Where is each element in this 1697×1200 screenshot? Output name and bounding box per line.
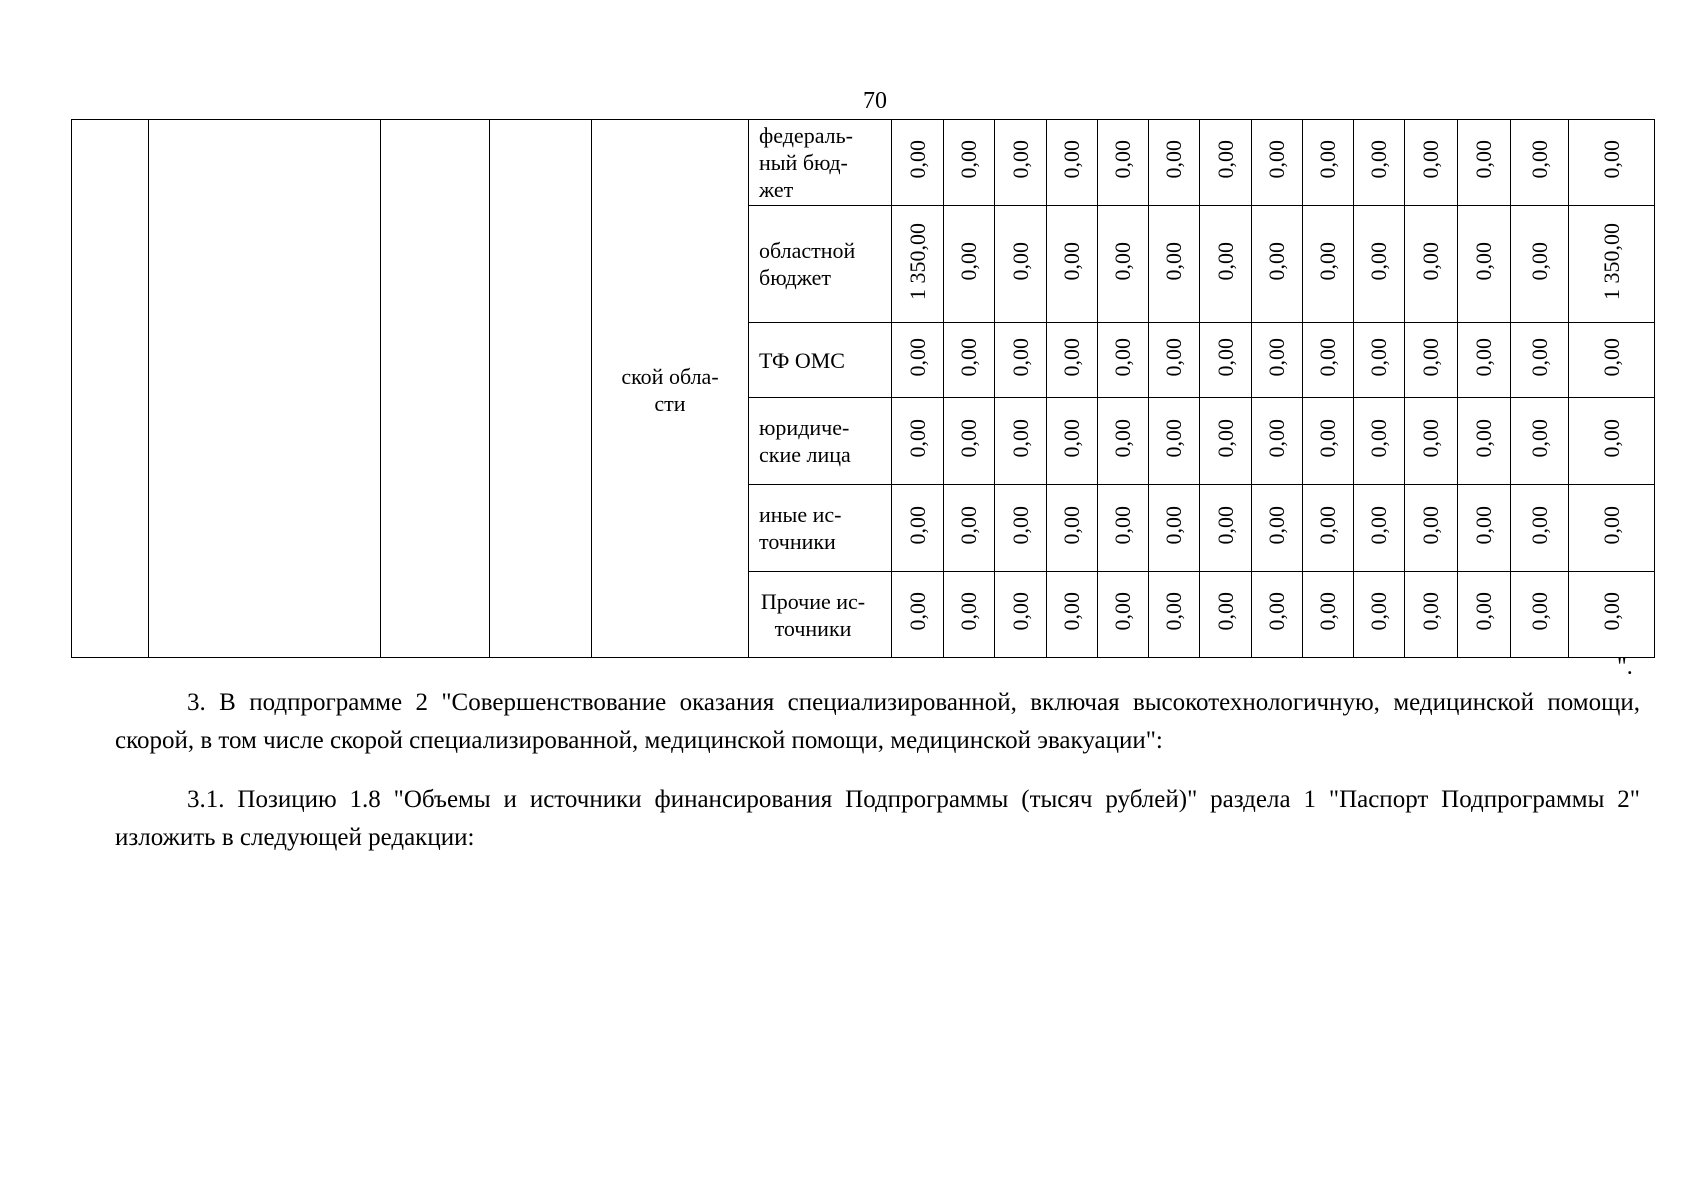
value-cell (1200, 323, 1252, 398)
value-text: 0,00 (1110, 337, 1135, 377)
value-text: 0,00 (1418, 337, 1443, 377)
value-cell (1458, 398, 1511, 485)
value-cell (1511, 398, 1569, 485)
value-text: 0,00 (904, 337, 930, 377)
value-text: 0,00 (1366, 337, 1391, 377)
value-cell (1458, 120, 1511, 206)
value-text: 0,00 (956, 592, 981, 631)
value-text: 0,00 (904, 505, 930, 545)
value-text: 1 350,00 (1598, 222, 1624, 300)
value-cell (892, 398, 944, 485)
value-text: 0,00 (1366, 140, 1391, 179)
value-cell (1511, 323, 1569, 398)
value-text: 0,00 (904, 140, 930, 179)
value-cell (1405, 206, 1458, 323)
value-cell (1569, 323, 1655, 398)
value-cell (1303, 398, 1354, 485)
value-text: 0,00 (1007, 505, 1033, 545)
value-cell (1047, 398, 1098, 485)
value-text: 0,00 (1418, 592, 1443, 631)
value-text: 0,00 (1059, 241, 1084, 281)
value-text: 0,00 (1526, 241, 1552, 281)
value-cell (1252, 120, 1303, 206)
value-text: 0,00 (1212, 140, 1238, 179)
value-cell (1047, 120, 1098, 206)
financing-table (71, 119, 1655, 658)
value-cell (1098, 120, 1149, 206)
value-cell (1149, 323, 1200, 398)
value-text: 0,00 (1264, 241, 1289, 281)
value-cell (892, 485, 944, 572)
value-text: 0,00 (1110, 140, 1135, 179)
value-text: 0,00 (1007, 418, 1033, 458)
paragraph-subprogram-2: 3. В подпрограмме 2 "Совершенствование оказания специализированной, включая высокотехнологичную, медицинской помощи, скорой, в том числе скорой специализированной, медицинской помощи, медицинской эвакуации": (115, 689, 1640, 754)
value-cell (1511, 206, 1569, 323)
empty-cell-col-2 (149, 120, 381, 658)
value-text: 0,00 (1007, 241, 1033, 281)
value-text: 0,00 (1366, 505, 1391, 545)
value-text: 0,00 (956, 337, 981, 377)
value-cell (1200, 120, 1252, 206)
value-text: 0,00 (1418, 505, 1443, 545)
value-cell (1354, 572, 1405, 658)
value-text: 1 350,00 (904, 222, 930, 300)
value-text: 0,00 (1161, 337, 1186, 377)
value-text: 0,00 (1471, 140, 1496, 179)
value-text: 0,00 (1471, 241, 1496, 281)
value-cell (1458, 485, 1511, 572)
value-text: 0,00 (1212, 592, 1238, 631)
value-cell (1200, 206, 1252, 323)
value-text: 0,00 (1059, 337, 1084, 377)
value-text: 0,00 (1471, 337, 1496, 377)
value-cell (1098, 206, 1149, 323)
value-text: 0,00 (1110, 241, 1135, 281)
value-text: 0,00 (1598, 505, 1624, 545)
value-text: 0,00 (1598, 418, 1624, 458)
value-cell (1511, 572, 1569, 658)
value-cell (1511, 485, 1569, 572)
value-text: 0,00 (1418, 418, 1443, 458)
value-cell (944, 398, 995, 485)
value-cell (1303, 485, 1354, 572)
value-text: 0,00 (1264, 505, 1289, 545)
value-text: 0,00 (1212, 337, 1238, 377)
value-cell (1569, 572, 1655, 658)
value-text: 0,00 (1264, 592, 1289, 631)
value-cell (1303, 323, 1354, 398)
value-cell (1047, 323, 1098, 398)
value-cell (995, 206, 1047, 323)
value-text: 0,00 (1059, 418, 1084, 458)
value-text: 0,00 (1212, 418, 1238, 458)
closing-quote: ". (1617, 654, 1633, 680)
value-text: 0,00 (1161, 241, 1186, 281)
empty-cell-col-1 (72, 120, 149, 658)
funding-source-cell: юридиче-ские лица (749, 398, 892, 485)
value-cell (1200, 485, 1252, 572)
value-text: 0,00 (1598, 592, 1624, 631)
value-cell (1569, 206, 1655, 323)
value-cell (1569, 398, 1655, 485)
value-text: 0,00 (1264, 337, 1289, 377)
value-text: 0,00 (1366, 592, 1391, 631)
funding-source-cell: областной бюджет (749, 206, 892, 323)
value-cell (944, 485, 995, 572)
value-cell (1569, 120, 1655, 206)
value-cell (1252, 572, 1303, 658)
value-text: 0,00 (1366, 241, 1391, 281)
value-cell (995, 120, 1047, 206)
value-cell (1149, 398, 1200, 485)
value-cell (1354, 323, 1405, 398)
value-cell (944, 572, 995, 658)
value-text: 0,00 (1264, 140, 1289, 179)
value-cell (1405, 398, 1458, 485)
value-text: 0,00 (1471, 505, 1496, 545)
value-cell (892, 206, 944, 323)
value-cell (1047, 485, 1098, 572)
value-text: 0,00 (904, 592, 930, 631)
value-cell (1098, 485, 1149, 572)
paragraph-position-1-8: 3.1. Позицию 1.8 "Объемы и источники финансирования Подпрограммы (тысяч рублей)" раздела 1 "Паспорт Подпрограммы 2" изложить в следующей редакции: (115, 786, 1640, 851)
value-text: 0,00 (1110, 592, 1135, 631)
value-text: 0,00 (1526, 337, 1552, 377)
value-cell (1149, 206, 1200, 323)
value-cell (1405, 485, 1458, 572)
value-cell (892, 323, 944, 398)
value-cell (1098, 572, 1149, 658)
value-cell (1354, 485, 1405, 572)
value-cell (1511, 120, 1569, 206)
value-cell (1405, 120, 1458, 206)
value-cell (1458, 206, 1511, 323)
value-text: 0,00 (1526, 140, 1552, 179)
funding-source-cell: иные ис-точники (749, 485, 892, 572)
value-text: 0,00 (1212, 505, 1238, 545)
funding-source-cell: Прочие ис-точники (749, 572, 892, 658)
value-text: 0,00 (1212, 241, 1238, 281)
value-cell (944, 120, 995, 206)
value-text: 0,00 (956, 418, 981, 458)
value-text: 0,00 (956, 241, 981, 281)
value-cell (1303, 206, 1354, 323)
value-cell (1405, 323, 1458, 398)
value-text: 0,00 (1161, 592, 1186, 631)
value-cell (1569, 485, 1655, 572)
value-text: 0,00 (1161, 418, 1186, 458)
value-text: 0,00 (1418, 241, 1443, 281)
value-cell (1047, 206, 1098, 323)
value-text: 0,00 (1059, 505, 1084, 545)
value-text: 0,00 (1264, 418, 1289, 458)
value-text: 0,00 (1110, 505, 1135, 545)
value-text: 0,00 (1059, 592, 1084, 631)
value-text: 0,00 (1526, 418, 1552, 458)
value-text: 0,00 (1007, 337, 1033, 377)
value-cell (944, 323, 995, 398)
value-cell (1252, 485, 1303, 572)
value-text: 0,00 (1007, 592, 1033, 631)
value-text: 0,00 (1526, 505, 1552, 545)
value-cell (1149, 485, 1200, 572)
value-text: 0,00 (1471, 418, 1496, 458)
value-cell (1458, 572, 1511, 658)
value-cell (1354, 120, 1405, 206)
value-cell (1252, 398, 1303, 485)
value-text: 0,00 (1315, 241, 1340, 281)
value-text: 0,00 (956, 505, 981, 545)
value-cell (1252, 206, 1303, 323)
value-text: 0,00 (1161, 140, 1186, 179)
value-text: 0,00 (956, 140, 981, 179)
value-cell (995, 323, 1047, 398)
value-cell (1149, 120, 1200, 206)
funding-source-cell: ТФ ОМС (749, 323, 892, 398)
value-text: 0,00 (1598, 337, 1624, 377)
empty-cell-col-3 (381, 120, 490, 658)
value-text: 0,00 (1315, 418, 1340, 458)
value-cell (1354, 398, 1405, 485)
value-text: 0,00 (1471, 592, 1496, 631)
value-text: 0,00 (1161, 505, 1186, 545)
value-cell (944, 206, 995, 323)
table-row (72, 120, 1655, 206)
value-cell (1252, 323, 1303, 398)
value-cell (995, 398, 1047, 485)
region-cell: ской обла-сти (592, 120, 749, 658)
value-cell (892, 120, 944, 206)
value-text: 0,00 (1315, 505, 1340, 545)
value-cell (1047, 572, 1098, 658)
value-cell (1354, 206, 1405, 323)
page-number: 70 (863, 88, 887, 114)
value-cell (995, 485, 1047, 572)
value-text: 0,00 (1007, 140, 1033, 179)
value-cell (1458, 323, 1511, 398)
value-text: 0,00 (1059, 140, 1084, 179)
value-cell (1200, 398, 1252, 485)
funding-source-cell: федераль-ный бюд-жет (749, 120, 892, 206)
value-cell (1405, 572, 1458, 658)
value-text: 0,00 (1110, 418, 1135, 458)
value-text: 0,00 (904, 418, 930, 458)
value-text: 0,00 (1366, 418, 1391, 458)
value-cell (1098, 323, 1149, 398)
value-text: 0,00 (1315, 337, 1340, 377)
value-text: 0,00 (1418, 140, 1443, 179)
empty-cell-col-4 (490, 120, 592, 658)
value-cell (1303, 120, 1354, 206)
value-text: 0,00 (1315, 592, 1340, 631)
value-cell (892, 572, 944, 658)
value-cell (1303, 572, 1354, 658)
value-cell (1149, 572, 1200, 658)
value-text: 0,00 (1598, 140, 1624, 179)
value-cell (1098, 398, 1149, 485)
value-cell (995, 572, 1047, 658)
value-text: 0,00 (1315, 140, 1340, 179)
value-cell (1200, 572, 1252, 658)
value-text: 0,00 (1526, 592, 1552, 631)
